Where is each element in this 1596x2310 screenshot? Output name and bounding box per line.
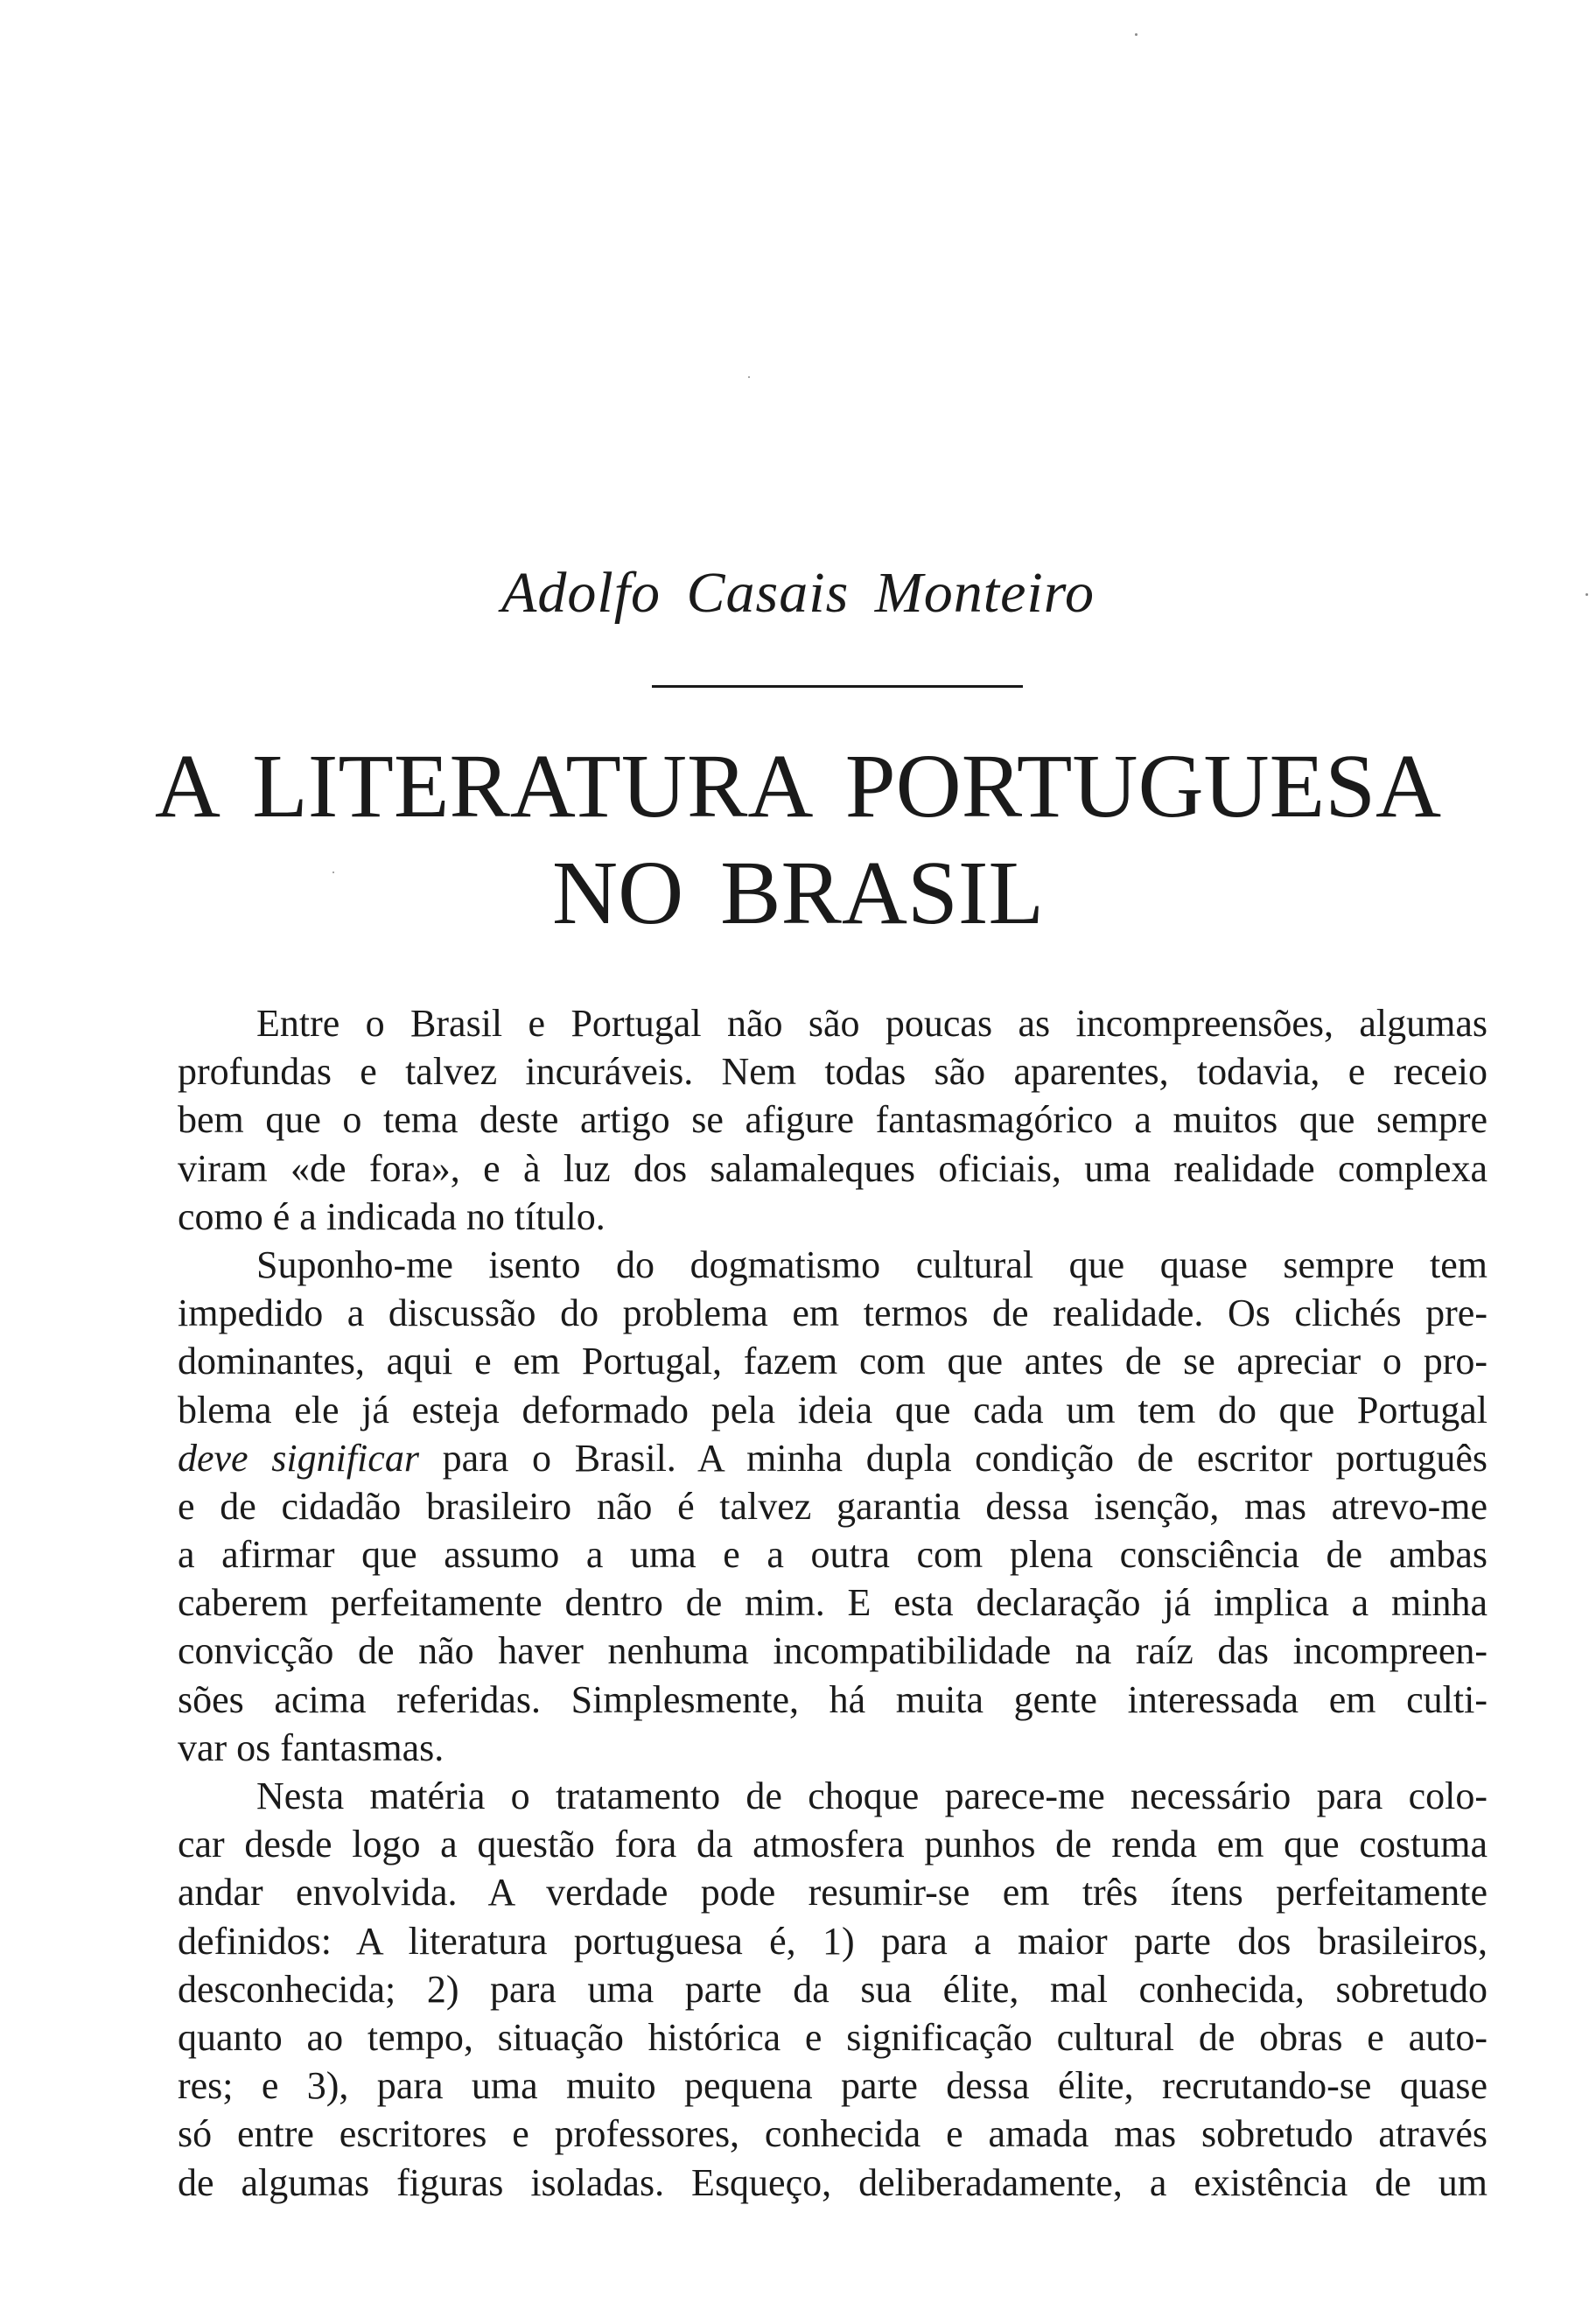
text-line: e de cidadão brasileiro não é talvez garantia dessa isenção, mas atrevo-me — [178, 1484, 1488, 1528]
author-name: Adolfo Casais Monteiro — [501, 561, 1095, 625]
text-line: Nesta matéria o tratamento de choque parece-me necessário para colo- — [256, 1774, 1488, 1817]
text-line: viram «de fora», e à luz dos salamaleques oficiais, uma realidade complexa — [178, 1146, 1488, 1190]
text-line: blema ele já esteja deformado pela ideia que cada um tem do que Portugal — [178, 1388, 1488, 1432]
text-line: Entre o Brasil e Portugal não são poucas as incompreensões, algumas — [256, 1002, 1488, 1045]
article-title — [0, 733, 1596, 947]
paragraph — [178, 1772, 1488, 2207]
article-title-line: NO BRASIL — [551, 843, 1045, 943]
article-title-line: A LITERATURA PORTUGUESA — [154, 736, 1442, 836]
text-line: a afirmar que assumo a uma e a outra com plena consciência de ambas — [178, 1533, 1488, 1577]
text-line: caberem perfeitamente dentro de mim. E esta declaração já implica a minha — [178, 1581, 1488, 1625]
text-line: definidos: A literatura portuguesa é, 1) para a maior parte dos brasileiros, — [178, 1919, 1488, 1963]
text-line: desconhecida; 2) para uma parte da sua élite, mal conhecida, sobretudo — [178, 1967, 1488, 2011]
paragraph — [178, 999, 1488, 1241]
scan-speck — [748, 376, 750, 378]
article-body — [178, 999, 1488, 2207]
text-line: como é a indicada no título. — [178, 1194, 606, 1238]
title-divider — [652, 685, 1023, 688]
text-line: quanto ao tempo, situação histórica e significação cultural de obras e auto- — [178, 2015, 1488, 2059]
italic-emphasis: deve significar — [178, 1436, 419, 1480]
text-line: andar envolvida. A verdade pode resumir-se em três ítens perfeitamente — [178, 1871, 1488, 1914]
text-line: car desde logo a questão fora da atmosfera punhos de renda em que costuma — [178, 1823, 1488, 1866]
text-line: convicção de não haver nenhuma incompatibilidade na raíz das incompreen- — [178, 1629, 1488, 1673]
text-line: bem que o tema deste artigo se afigure fantasmagórico a muitos que sempre — [178, 1098, 1488, 1142]
text-line: sões acima referidas. Simplesmente, há muita gente interessada em culti- — [178, 1677, 1488, 1721]
text-line: res; e 3), para uma muito pequena parte dessa élite, recrutando-se quase — [178, 2064, 1488, 2108]
text-line: var os fantasmas. — [178, 1726, 444, 1769]
text-line: dominantes, aqui e em Portugal, fazem com que antes de se apreciar o pro- — [178, 1340, 1488, 1383]
paragraph — [178, 1241, 1488, 1772]
text-line: Suponho-me isento do dogmatismo cultural que quase sempre tem — [256, 1242, 1488, 1286]
text-line: só entre escritores e professores, conhecida e amada mas sobretudo através — [178, 2112, 1488, 2156]
text-line: impedido a discussão do problema em termos de realidade. Os clichés pre- — [178, 1292, 1488, 1335]
text-line: deve significar para o Brasil. A minha dupla condição de escritor português — [178, 1436, 1488, 1480]
text-line: profundas e talvez incuráveis. Nem todas são aparentes, todavia, e receio — [178, 1050, 1488, 1094]
scan-speck — [1135, 33, 1138, 36]
text-line: de algumas figuras isoladas. Esqueço, deliberadamente, a existência de um — [178, 2160, 1488, 2204]
